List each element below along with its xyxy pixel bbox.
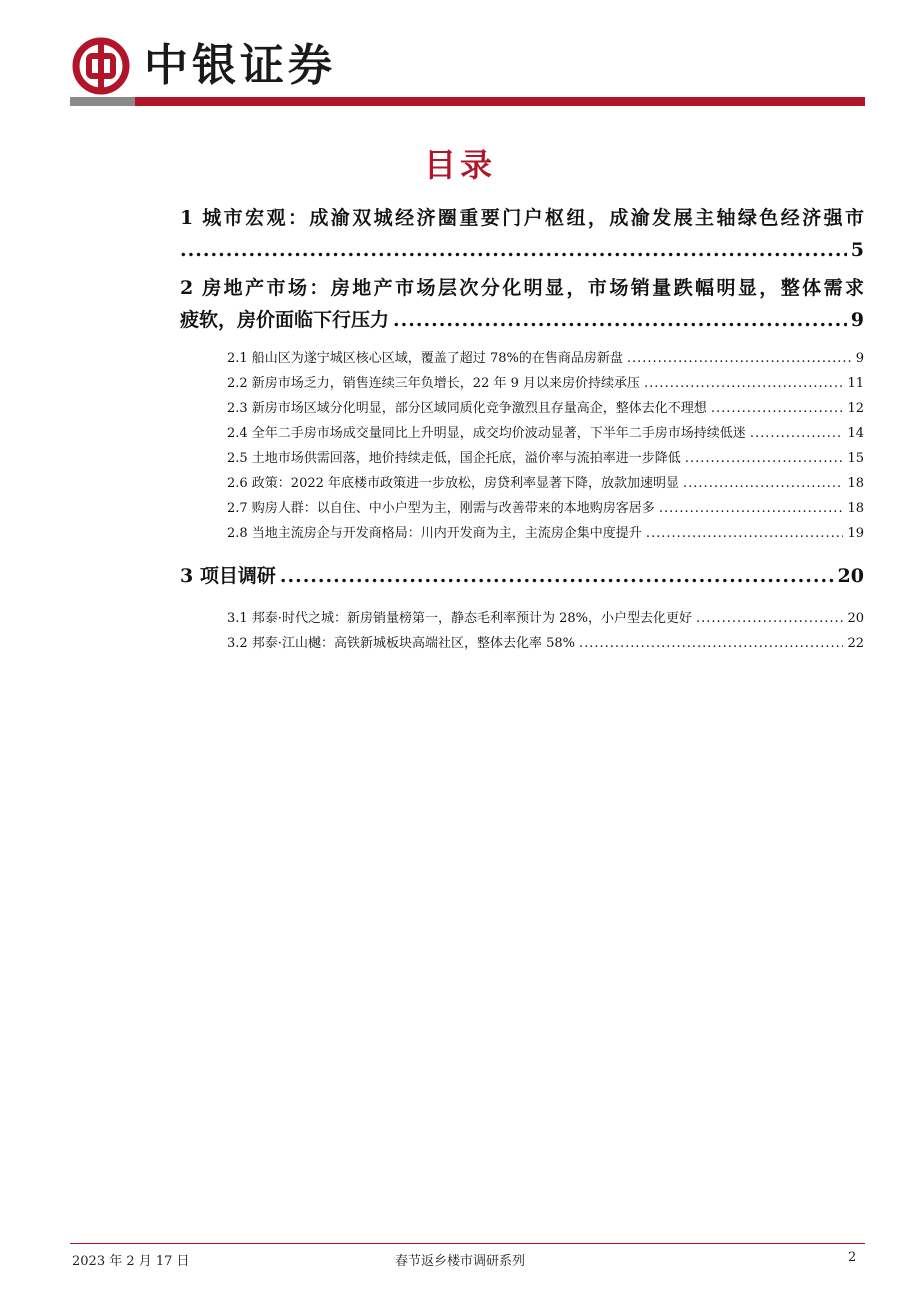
footer-date: 2023 年 2 月 17 日 [72,1254,190,1269]
toc-entry-text: 3.1 邦泰·时代之城：新房销量榜第一，静态毛利率预计为 28%，小户型去化更好 [227,611,692,626]
footer-page-number: 2 [848,1250,857,1265]
leader-dots [646,524,844,544]
toc-entry-text: 2.5 土地市场供需回落，地价持续走低，国企托底，溢价率与流拍率进一步降低 [227,451,681,466]
toc-entry-page: 18 [847,476,864,491]
toc-entry-page: 14 [847,426,864,441]
toc-entry-1-page: 5 [850,239,864,261]
toc-entry-2-8[interactable] [227,524,864,544]
toc-entry-2-2[interactable] [227,374,864,394]
leader-dots [627,349,852,369]
leader-dots [393,304,847,336]
leader-dots [696,609,843,629]
leader-dots [579,634,843,654]
toc-entry-text: 2.1 船山区为遂宁城区核心区域，覆盖了超过 78%的在售商品房新盘 [227,351,623,366]
toc-entry-2-6[interactable] [227,474,864,494]
toc-entry-2-1[interactable] [227,349,864,369]
toc-entry-2-3[interactable] [227,399,864,419]
header-rule-gray [70,97,135,106]
leader-dots [644,374,843,394]
leader-dots [180,234,847,266]
toc-entry-page: 20 [847,611,864,626]
leader-dots [280,560,834,592]
toc-entry-page: 12 [847,401,864,416]
leader-dots [685,449,844,469]
leader-dots [683,474,843,494]
toc-entry-2-page: 9 [850,309,864,331]
boc-logo-icon [72,37,130,95]
toc-entry-2-5[interactable] [227,449,864,469]
toc-entry-page: 18 [847,501,864,516]
toc-entry-1[interactable] [180,202,864,266]
toc-entry-page: 22 [847,636,864,651]
toc-title: 目录 [423,146,496,184]
leader-dots [711,399,844,419]
toc-entry-2-4[interactable] [227,424,864,444]
toc-entry-1-text: 1 城市宏观：成渝双城经济圈重要门户枢纽，成渝发展主轴绿色经济强市 [180,207,864,229]
leader-dots [750,424,844,444]
footer-rule [70,1243,865,1244]
toc-entry-2-text-line1: 2 房地产市场：房地产市场层次分化明显，市场销量跌幅明显，整体需求 [180,277,864,299]
header-rule-red [135,97,865,106]
toc-entry-text: 2.3 新房市场区域分化明显，部分区域同质化竞争激烈且存量高企，整体去化不理想 [227,401,707,416]
toc-entry-3[interactable] [180,560,864,592]
toc-entry-3-page: 20 [837,565,864,587]
leader-dots [659,499,844,519]
toc-entry-3-2[interactable] [227,634,864,654]
toc-entry-text: 2.7 购房人群：以自住、中小户型为主，刚需与改善带来的本地购房客居多 [227,501,655,516]
toc-entry-2-text-line2: 疲软，房价面临下行压力 [180,309,390,331]
toc-entry-text: 2.6 政策：2022 年底楼市政策进一步放松，房贷利率显著下降，放款加速明显 [227,476,680,491]
toc-entry-page: 9 [855,351,864,366]
toc-entry-text: 2.4 全年二手房市场成交量同比上升明显，成交均价波动显著，下半年二手房市场持续低迷 [227,426,746,441]
toc-entry-page: 11 [847,376,864,391]
toc-entry-2[interactable] [180,272,864,336]
toc-entry-page: 19 [847,526,864,541]
brand-name: 中银证券 [144,40,336,91]
toc-entry-page: 15 [847,451,864,466]
footer-series: 春节返乡楼市调研系列 [394,1254,525,1269]
toc-entry-text: 2.2 新房市场乏力，销售连续三年负增长，22 年 9 月以来房价持续承压 [227,376,641,391]
page-header [72,38,336,94]
toc-entry-3-1[interactable] [227,609,864,629]
toc-entry-text: 2.8 当地主流房企与开发商格局：川内开发商为主，主流房企集中度提升 [227,526,642,541]
toc-entry-2-7[interactable] [227,499,864,519]
toc-entry-3-text: 3 项目调研 [180,565,276,587]
toc-entry-text: 3.2 邦泰·江山樾：高铁新城板块高端社区，整体去化率 58% [227,636,575,651]
